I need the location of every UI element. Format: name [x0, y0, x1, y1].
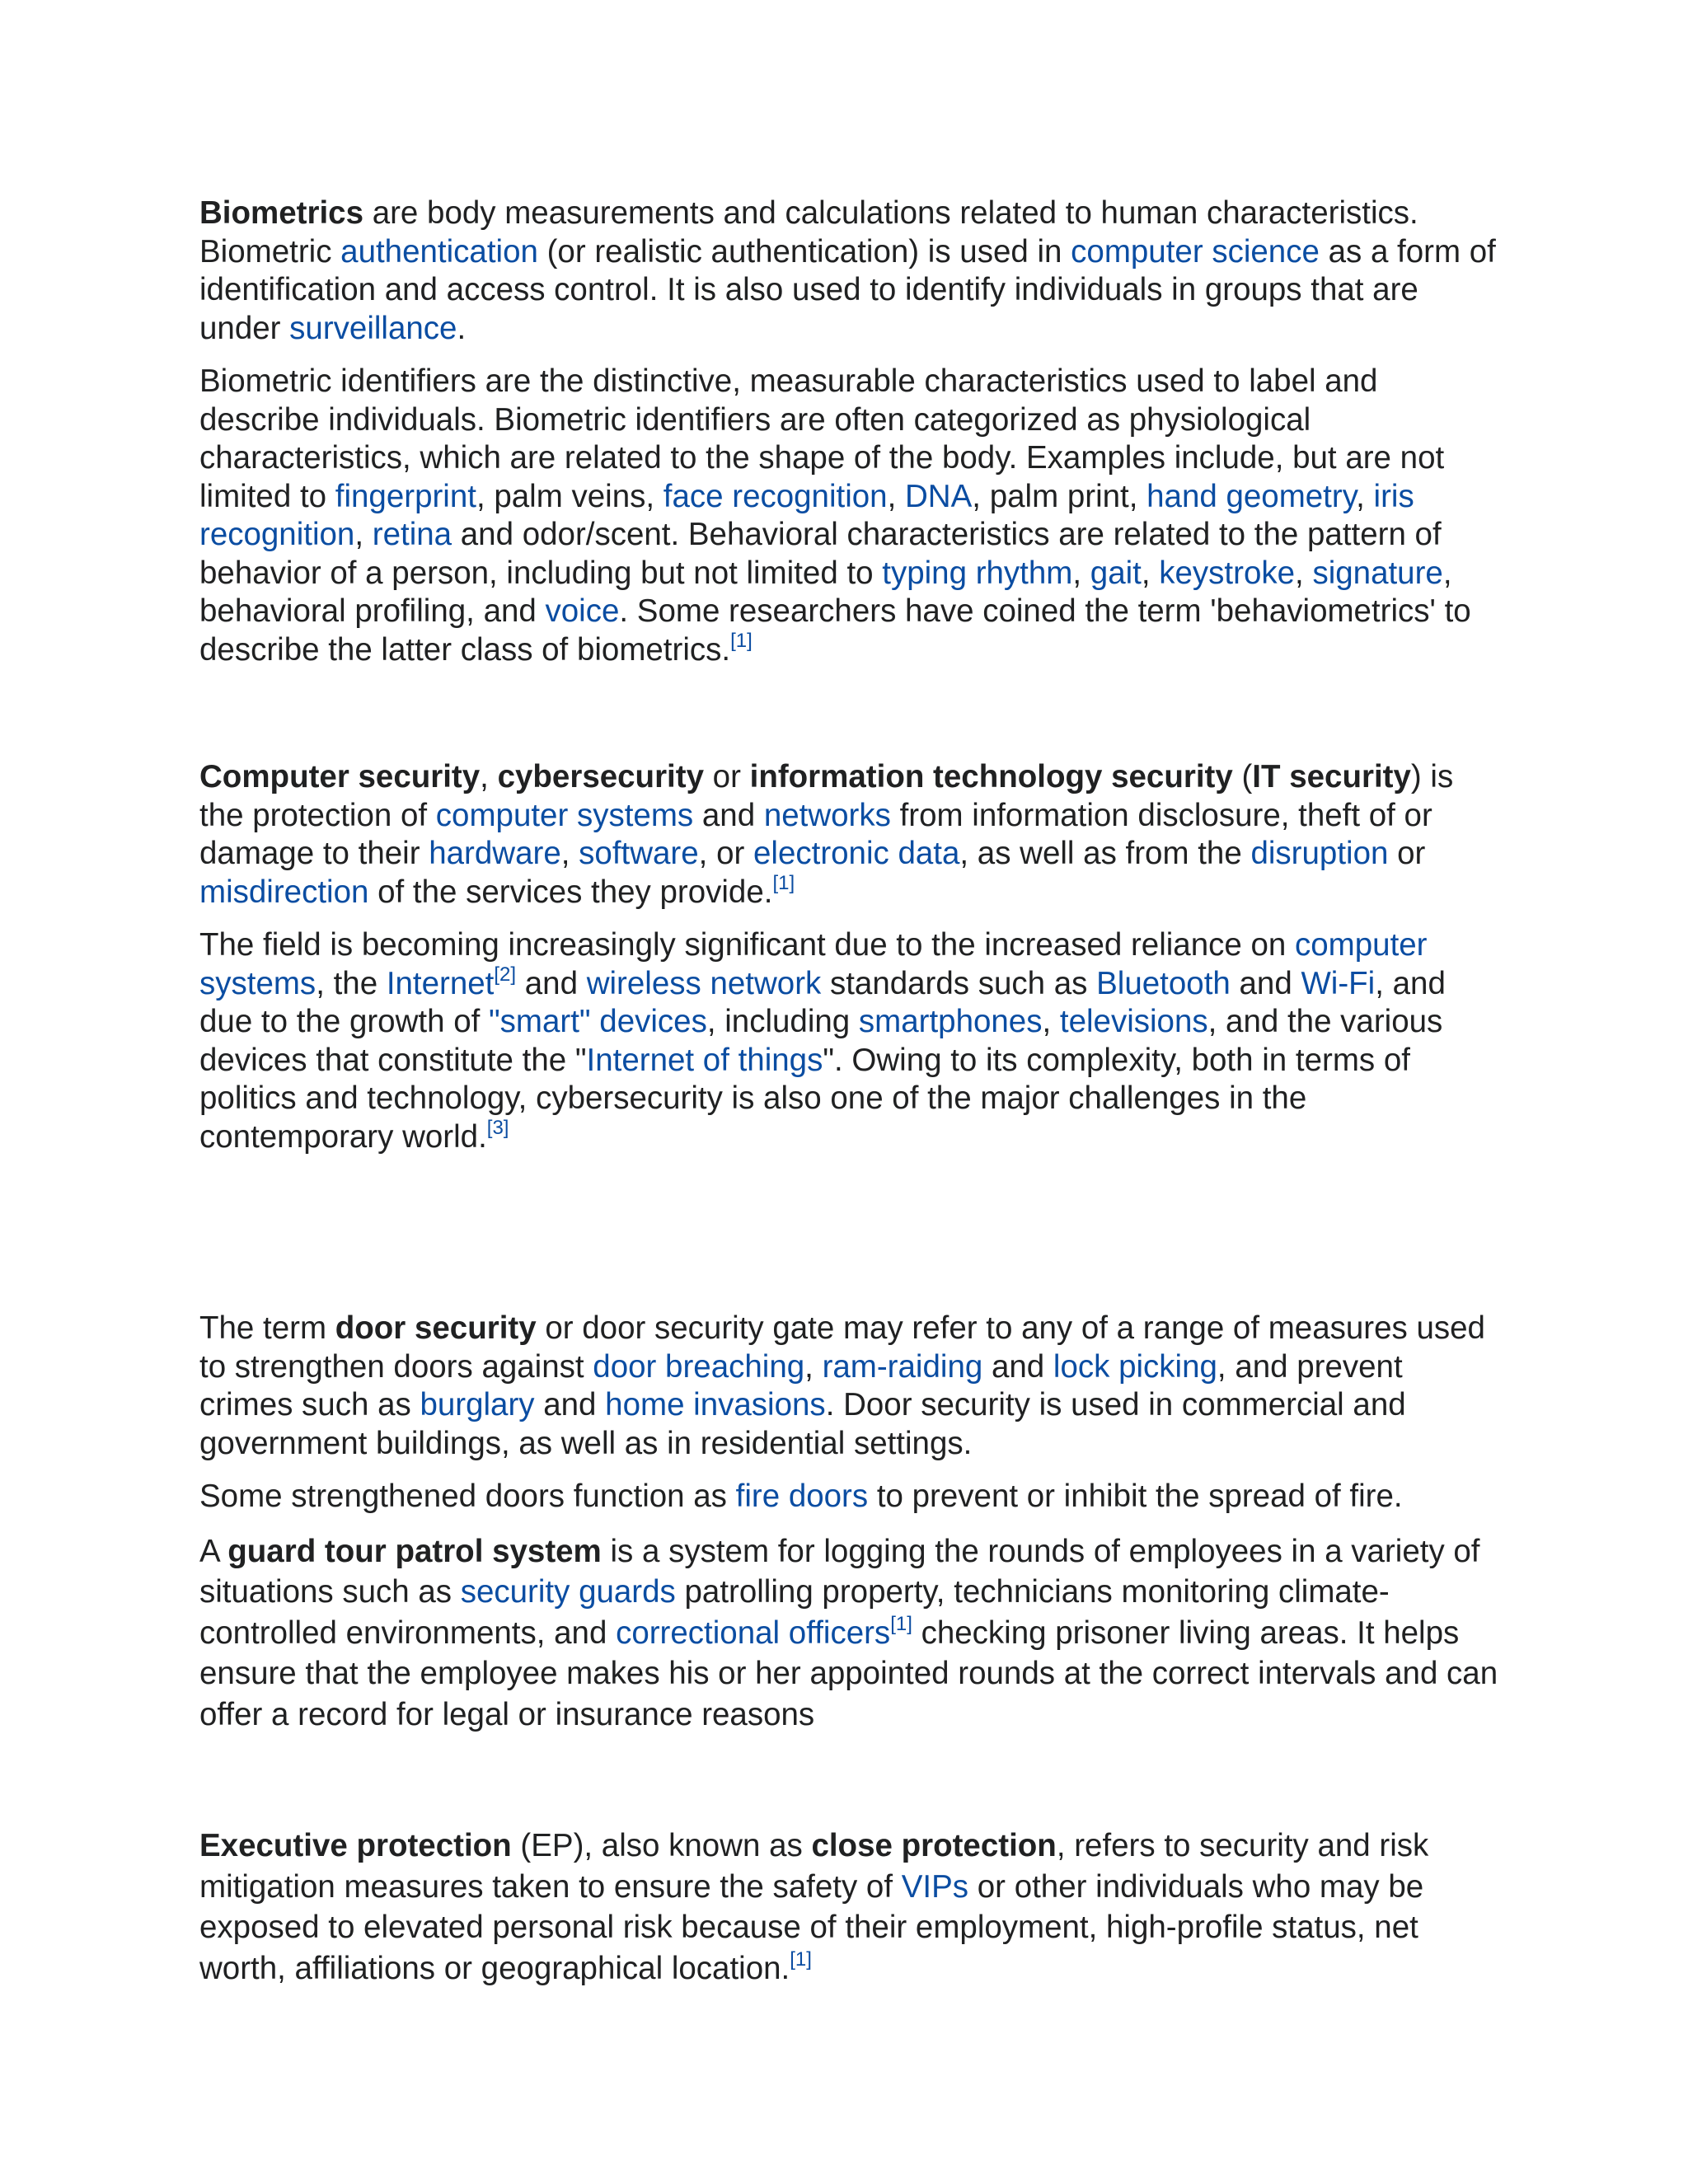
citation-superscript	[487, 1117, 509, 1139]
text-run: and	[516, 965, 587, 1001]
citation-link[interactable]: [1]	[772, 871, 795, 894]
link-internet-of-things[interactable]: Internet of things	[586, 1042, 823, 1078]
text-run: , as well as from the	[959, 836, 1251, 871]
text-run: from information disclosure, theft of or damage to their	[199, 797, 1432, 871]
text-run: ,	[1141, 555, 1160, 591]
link-surveillance[interactable]: surveillance	[289, 310, 457, 346]
citation-superscript	[772, 872, 795, 894]
paragraph-door-security	[199, 1310, 1502, 1463]
citation-superscript	[790, 1948, 812, 1971]
link-face-recognition[interactable]: face recognition	[663, 478, 888, 514]
text-run: ". Owing to its complexity, both in terms of politics and technology, cybersecurity is also one of the major challenges in the contemporary world.	[199, 1042, 1410, 1155]
link-vips[interactable]: VIPs	[901, 1868, 969, 1905]
text-run: ,	[1356, 478, 1374, 514]
link-home-invasions[interactable]: home invasions	[605, 1387, 826, 1422]
link-computer-systems[interactable]: computer systems	[435, 797, 694, 833]
link-bluetooth[interactable]: Bluetooth	[1096, 965, 1231, 1001]
text-run: and	[982, 1348, 1053, 1385]
section-spacer	[199, 684, 1502, 758]
text-run: . Some researchers have coined the term 'behaviometrics' to describe the latter class of biometrics.	[199, 593, 1471, 668]
bold-term-cybersecurity: cybersecurity	[497, 759, 704, 794]
link-lock-picking[interactable]: lock picking	[1053, 1348, 1217, 1385]
text-run: (or realistic authentication) is used in	[537, 233, 1071, 269]
text-run: ,	[480, 759, 498, 794]
link-televisions[interactable]: televisions	[1059, 1004, 1208, 1039]
link-door-breaching[interactable]: door breaching	[593, 1348, 805, 1385]
text-run: .	[457, 310, 467, 346]
citation-superscript	[890, 1613, 912, 1635]
text-run: and odor/scent. Behavioral characteristics are related to the pattern of behavior of a person, including but not limited to	[199, 517, 1442, 591]
section-spacer	[199, 1750, 1502, 1825]
link-fire-doors[interactable]: fire doors	[735, 1479, 869, 1514]
link-voice[interactable]: voice	[545, 593, 620, 629]
citation-link[interactable]: [1]	[890, 1612, 912, 1635]
text-run: ,	[1295, 555, 1313, 591]
paragraph-biometric-identifiers	[199, 363, 1502, 669]
link-dna[interactable]: DNA	[905, 478, 973, 514]
text-run: or door security gate may refer to any of a range of measures used to strengthen doors against	[199, 1310, 1485, 1385]
paragraph-biometrics-intro	[199, 194, 1502, 348]
link-ram-raiding[interactable]: ram-raiding	[822, 1348, 983, 1385]
text-run: ,	[1042, 1004, 1060, 1039]
link-misdirection[interactable]: misdirection	[199, 874, 369, 910]
bold-term-information-technology-security: information technology security	[749, 759, 1233, 794]
text-run: ) is the protection of	[199, 759, 1454, 833]
link-signature[interactable]: signature	[1312, 555, 1443, 591]
text-run: The field is becoming increasingly significant due to the increased reliance on	[199, 927, 1296, 963]
link-computer-systems[interactable]: computer systems	[199, 927, 1428, 1001]
bold-term-guard-tour-patrol-system: guard tour patrol system	[227, 1533, 602, 1569]
text-run: , palm print,	[972, 478, 1147, 514]
link-correctional-officers[interactable]: correctional officers	[616, 1615, 891, 1651]
text-run: is a system for logging the rounds of employees in a variety of situations such as	[199, 1533, 1480, 1610]
link-networks[interactable]: networks	[763, 797, 891, 833]
paragraph-cybersecurity-significance	[199, 926, 1502, 1156]
link-iris-recognition[interactable]: iris recognition	[199, 478, 1414, 552]
citation-link[interactable]: [2]	[494, 963, 517, 986]
text-run: , palm veins,	[476, 478, 663, 514]
text-run: and	[1230, 965, 1301, 1001]
paragraph-executive-protection	[199, 1825, 1502, 1989]
paragraph-guard-tour-patrol	[199, 1531, 1502, 1736]
text-run: ,	[887, 478, 905, 514]
bold-term-computer-security: Computer security	[199, 759, 481, 794]
text-run: checking prisoner living areas. It helps ensure that the employee makes his or her appointed rounds at the correct intervals and can offer a record for legal or insurance reasons	[199, 1615, 1498, 1732]
link-authentication[interactable]: authentication	[340, 233, 538, 269]
text-run: , including	[706, 1004, 859, 1039]
text-run: ,	[354, 517, 373, 552]
bold-term-biometrics: Biometrics	[199, 195, 363, 231]
bold-term-close-protection: close protection	[811, 1828, 1057, 1863]
bold-term-door-security: door security	[335, 1310, 537, 1346]
citation-superscript	[730, 630, 753, 652]
text-run: ,	[1072, 555, 1090, 591]
link-hardware[interactable]: hardware	[429, 836, 561, 871]
text-run: patrolling property, technicians monitoring climate-controlled environments, and	[199, 1574, 1390, 1651]
link-gait[interactable]: gait	[1090, 555, 1142, 591]
link-smartphones[interactable]: smartphones	[858, 1004, 1043, 1039]
text-run: (EP), also known as	[511, 1828, 812, 1863]
text-run: , and prevent crimes such as	[199, 1348, 1403, 1422]
link-software[interactable]: software	[579, 836, 699, 871]
text-run: or other individuals who may be exposed to elevated personal risk because of their employment, high-profile status, net worth, affiliations or geographical location.	[199, 1868, 1424, 1986]
link-internet[interactable]: Internet	[386, 965, 495, 1001]
text-run: Some strengthened doors function as	[199, 1479, 736, 1514]
link-computer-science[interactable]: computer science	[1071, 233, 1320, 269]
citation-link[interactable]: [3]	[486, 1116, 509, 1139]
text-run: Biometric identifiers are the distinctive, measurable characteristics used to label and describe individuals. Biometric identifiers are often categorized as physiological characteristics, which are related to the shape of the body. Examples include, but are not limited to	[199, 363, 1445, 514]
citation-link[interactable]: [1]	[730, 629, 753, 652]
paragraph-fire-doors	[199, 1478, 1502, 1516]
link-fingerprint[interactable]: fingerprint	[335, 478, 476, 514]
link-electronic-data[interactable]: electronic data	[753, 836, 960, 871]
document-body	[199, 194, 1502, 2004]
text-run: or	[703, 759, 750, 794]
text-run: or	[1388, 836, 1426, 871]
link-retina[interactable]: retina	[372, 517, 452, 552]
link-disruption[interactable]: disruption	[1250, 836, 1389, 871]
citation-link[interactable]: [1]	[790, 1947, 812, 1971]
text-run: as a form of identification and access control. It is also used to identify individuals in groups that are under	[199, 233, 1496, 346]
link-wi-fi[interactable]: Wi-Fi	[1301, 965, 1376, 1001]
text-run: standards such as	[821, 965, 1097, 1001]
text-run: , refers to security and risk mitigation measures taken to ensure the safety of	[199, 1828, 1429, 1905]
citation-superscript	[494, 963, 516, 986]
text-run: (	[1232, 759, 1253, 794]
text-run: ,	[560, 836, 579, 871]
text-run: . Door security is used in commercial and government buildings, as well as in residential settings.	[199, 1387, 1406, 1461]
link-security-guards[interactable]: security guards	[460, 1574, 676, 1610]
text-run: to prevent or inhibit the spread of fire.	[868, 1479, 1403, 1514]
link-keystroke[interactable]: keystroke	[1159, 555, 1296, 591]
text-run: ,	[804, 1348, 823, 1385]
text-run: and	[534, 1387, 606, 1422]
link-smart-devices[interactable]: "smart" devices	[489, 1004, 707, 1039]
text-run: , and the various devices that constitute the "	[199, 1004, 1443, 1078]
bold-term-executive-protection: Executive protection	[199, 1828, 512, 1863]
text-run: , or	[698, 836, 753, 871]
bold-term-it-security: IT security	[1252, 759, 1411, 794]
link-burglary[interactable]: burglary	[420, 1387, 535, 1422]
text-run: , behavioral profiling, and	[199, 555, 1452, 629]
text-run: The term	[199, 1310, 335, 1346]
section-spacer	[199, 1171, 1502, 1310]
text-run: are body measurements and calculations related to human characteristics. Biometric	[199, 195, 1418, 269]
link-hand-geometry[interactable]: hand geometry	[1146, 478, 1357, 514]
text-run: A	[199, 1533, 228, 1569]
text-run: of the services they provide.	[368, 874, 773, 910]
text-run: , and due to the growth of	[199, 965, 1446, 1039]
text-run: , the	[316, 965, 387, 1001]
link-typing-rhythm[interactable]: typing rhythm	[882, 555, 1073, 591]
paragraph-computer-security-intro	[199, 758, 1502, 912]
text-run: and	[693, 797, 764, 833]
link-wireless-network[interactable]: wireless network	[586, 965, 822, 1001]
